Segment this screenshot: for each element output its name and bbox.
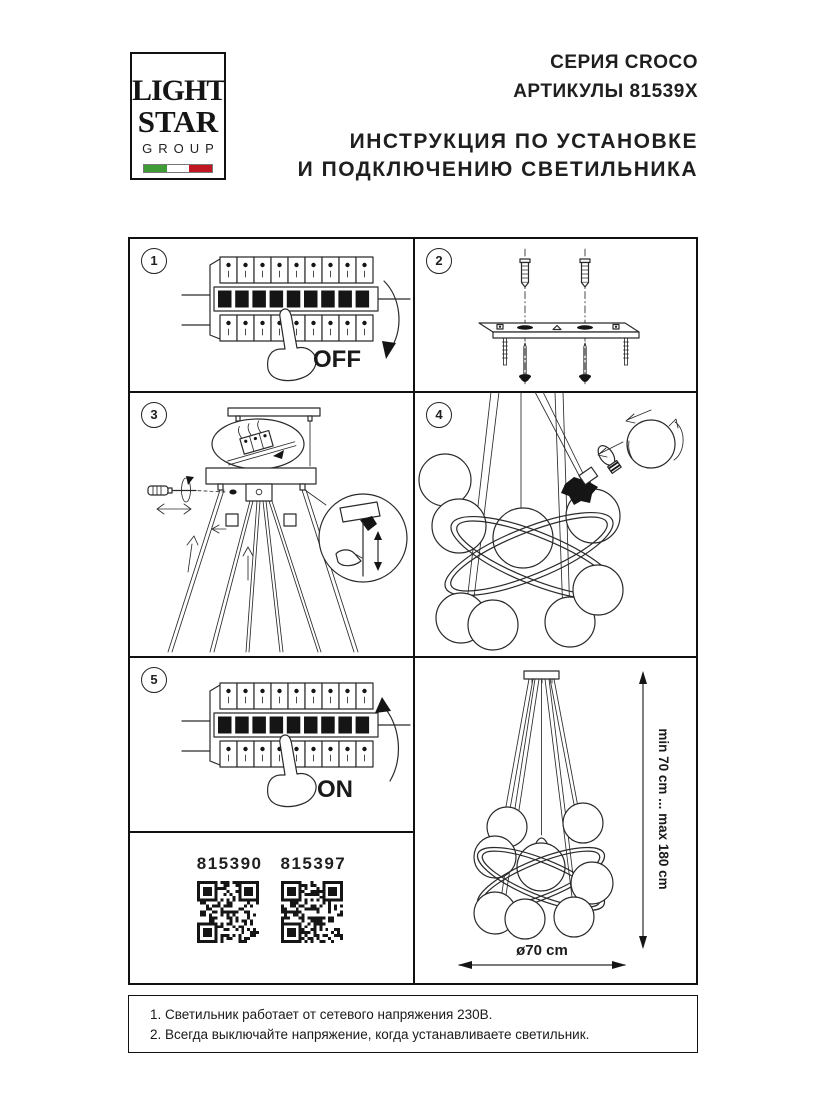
wall-plug-icon [520,259,530,287]
height-dimension [639,671,671,949]
breaker-panel-drawing [182,683,410,807]
loose-globe-icon [627,420,675,468]
article-number: 815397 [280,854,347,873]
on-label: ON [317,776,353,803]
step-number-2: 2 [426,248,452,274]
cable-cover-squares [212,514,296,533]
qr-code-815397 [281,881,343,943]
article-qr-section [130,832,413,982]
note-line-2: 2. Всегда выключайте напряжение, когда устанавливаете светильник. [150,1027,590,1042]
threaded-stud-icon [503,338,508,365]
step-number-5: 5 [141,667,167,693]
curved-arrow-up-icon [375,697,398,781]
logo-word-group: GROUP [142,141,220,156]
notes-box [128,995,698,1053]
instruction-title-line2: И ПОДКЛЮЧЕНИЮ СВЕТИЛЬНИКА [297,158,698,181]
step3-canopy-drawing [130,392,413,655]
instruction-grid [128,237,698,985]
step1-breaker-off-drawing [130,239,413,391]
series-title: СЕРИЯ CROCO [550,52,698,73]
step-number-3: 3 [141,402,167,428]
step2-bracket-drawing [415,239,696,391]
flag-white [167,165,190,172]
step5-breaker-on-drawing [130,657,413,830]
italian-flag-bar [143,164,213,173]
threaded-stud-icon [624,338,629,365]
wall-plug-icon [580,259,590,287]
mounting-bracket-drawing [479,249,639,385]
flag-green [144,165,167,172]
cord-grip-detail [305,490,407,582]
terminal-block-detail [212,413,304,469]
diameter-dimension [458,942,626,969]
diameter-label: ø70 cm [516,942,568,959]
article-number: 815390 [196,854,263,873]
height-range-label: min 70 cm ... max 180 cm [656,728,671,890]
article-right [281,854,347,982]
step-number-4: 4 [426,402,452,428]
breaker-panel-drawing [182,257,410,381]
chandelier-globes-front [436,565,623,650]
off-label: OFF [313,346,361,373]
note-line-1: 1. Светильник работает от сетевого напряжения 230В. [150,1007,493,1022]
curved-arrow-down-icon [382,281,399,359]
step-number-1: 1 [141,248,167,274]
article-left [197,854,263,982]
instruction-title-line1: ИНСТРУКЦИЯ ПО УСТАНОВКЕ [349,130,698,153]
lightstar-logo [130,52,226,180]
logo-word-light: LIGHT [132,74,226,107]
articles-line: АРТИКУЛЫ 81539X [513,81,698,102]
flag-red [189,165,212,172]
left-right-arrow-icon [157,504,191,514]
qr-code-815390 [197,881,259,943]
header [298,48,698,184]
candle-bulb-icon [595,443,622,474]
logo-word-star: STAR [137,104,219,139]
step4-assembly-drawing [415,392,696,655]
dimensions-drawing [415,657,696,982]
